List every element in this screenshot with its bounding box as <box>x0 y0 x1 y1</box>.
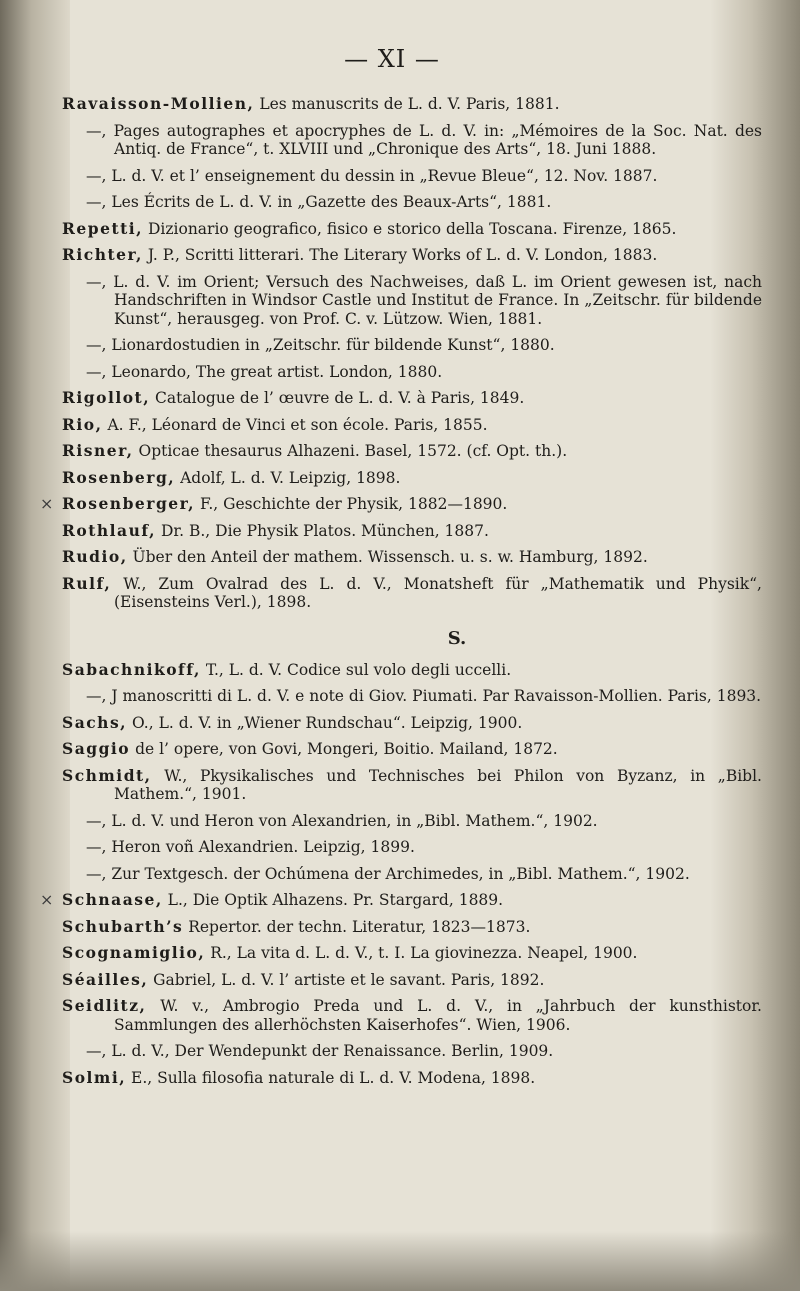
bibliography-entry <box>62 442 762 461</box>
bibliography-entry <box>62 740 762 759</box>
bibliography-entry <box>62 95 762 114</box>
entry-author: Rosenberger, <box>62 494 196 513</box>
entry-text: R., La vita d. L. d. V., t. I. La giovinezza. Neapel, 1900. <box>205 944 638 962</box>
bibliography-entry <box>62 122 762 159</box>
bibliography-list-s <box>40 659 762 1088</box>
entry-text: T., L. d. V. Codice sul volo degli uccelli. <box>200 660 512 679</box>
entry-text: —, Zur Textgesch. der Ochúmena der Archimedes, in „Bibl. Mathem.“, 1902. <box>86 864 690 883</box>
entry-text: W., Zum Ovalrad des L. d. V., Monatsheft für „Mathematik und Physik“, (Eisensteins Verl.), 1898. <box>111 574 762 611</box>
bibliography-entry <box>62 220 762 239</box>
bibliography-entry <box>40 890 762 910</box>
bibliography-entry <box>62 246 762 265</box>
entry-text: —, Heron voñ Alexandrien. Leipzig, 1899. <box>86 838 415 856</box>
entry-author: Scognamiglio, <box>62 943 206 962</box>
entry-text: W., Pkysikalisches und Technisches bei Philon von Byzanz, in „Bibl. Mathem.“, 1901. <box>114 766 762 803</box>
entry-author: Sachs, <box>62 712 128 732</box>
entry-author: Sabachnikoff, <box>62 659 201 679</box>
page-edge-left <box>0 0 70 1291</box>
entry-author: Schnaase, <box>62 890 163 909</box>
bibliography-entry <box>62 865 762 884</box>
entry-author: Rudio, <box>62 547 128 566</box>
bibliography-entry <box>62 167 762 186</box>
entry-text: de l’ opere, von Govi, Mongeri, Boitio. Mailand, 1872. <box>130 740 558 758</box>
entry-text: E., Sulla filosofia naturale di L. d. V. Modena, 1898. <box>126 1068 536 1087</box>
entry-author: Richter, <box>62 245 143 264</box>
entry-author: Seidlitz, <box>62 996 147 1015</box>
bibliography-entry <box>62 714 762 733</box>
bibliography-entry <box>40 494 762 514</box>
entry-author: Ravaisson-Mollien, <box>62 94 255 113</box>
entry-author: Repetti, <box>62 218 144 238</box>
entry-text: Über den Anteil der mathem. Wissensch. u. s. w. Hamburg, 1892. <box>127 548 648 566</box>
entry-text: —, Les Écrits de L. d. V. in „Gazette des Beaux-Arts“, 1881. <box>86 193 552 211</box>
bibliography-entry <box>62 944 762 963</box>
entry-author: Séailles, <box>62 969 149 989</box>
entry-author: Saggio <box>62 739 131 758</box>
bibliography-entry <box>62 687 762 706</box>
entry-text: —, L. d. V. et l’ enseignement du dessin in „Revue Bleue“, 12. Nov. 1887. <box>86 166 658 185</box>
entry-text: W. v., Ambrogio Preda und L. d. V., in „Jahrbuch der kunsthistor. Sammlungen des allerhöchsten Kaiserhofes“. Wien, 1906. <box>114 997 762 1034</box>
bibliography-entry <box>62 997 762 1034</box>
bibliography-entry <box>62 971 762 990</box>
entry-author: Schmidt, <box>62 765 152 785</box>
bibliography-entry <box>62 838 762 857</box>
entry-text: Gabriel, L. d. V. l’ artiste et le savant. Paris, 1892. <box>148 970 545 989</box>
bibliography-entry <box>62 273 762 329</box>
entry-text: —, L. d. V. im Orient; Versuch des Nachweises, daß L. im Orient gewesen ist, nach Handschriften in Windsor Castle und Institut de France. In „Zeitschr. für bildende Kunst“, herausgeg. von Prof. C. v. Lützow. Wien, 1881. <box>86 272 762 328</box>
entry-text: —, J manoscritti di L. d. V. e note di Giov. Piumati. Par Ravaisson-Mollien. Paris, 1893. <box>86 687 762 705</box>
entry-text: Dizionario geografico, fisico e storico della Toscana. Firenze, 1865. <box>143 219 677 238</box>
entry-author: Rio, <box>62 414 103 434</box>
bibliography-entry <box>62 1042 762 1061</box>
margin-mark: × <box>40 494 54 513</box>
bibliography-entry <box>62 522 762 541</box>
bibliography-entry <box>62 812 762 831</box>
entry-text: A. F., Léonard de Vinci et son école. Paris, 1855. <box>102 415 488 434</box>
entry-text: F., Geschichte der Physik, 1882—1890. <box>195 495 508 513</box>
entry-author: Rosenberg, <box>62 467 176 487</box>
page-bottom-shadow <box>0 1231 800 1291</box>
entry-author: Rulf, <box>62 573 112 593</box>
entry-text: Repertor. der techn. Literatur, 1823—1873. <box>183 917 531 936</box>
entry-author: Risner, <box>62 441 134 460</box>
entry-text: —, L. d. V. und Heron von Alexandrien, in „Bibl. Mathem.“, 1902. <box>86 811 598 830</box>
bibliography-entry <box>62 767 762 804</box>
entry-author: Solmi, <box>62 1067 127 1087</box>
bibliography-entry <box>62 1069 762 1088</box>
bibliography-entry <box>62 469 762 488</box>
bibliography-list-r <box>40 94 762 612</box>
bibliography-entry <box>62 363 762 382</box>
entry-text: —, L. d. V., Der Wendepunkt der Renaissance. Berlin, 1909. <box>86 1042 554 1060</box>
margin-mark: × <box>40 890 54 909</box>
entry-text: L., Die Optik Alhazens. Pr. Stargard, 1889. <box>162 891 504 909</box>
bibliography-entry <box>62 548 762 567</box>
bibliography-entry <box>62 336 762 355</box>
entry-text: —, Pages autographes et apocryphes de L. d. V. in: „Mémoires de la Soc. Nat. des Antiq. de France“, t. XLVIII und „Chronique des Arts“, 18. Juni 1888. <box>86 121 762 158</box>
entry-author: Rothlauf, <box>62 520 157 540</box>
entry-text: J. P., Scritti litterari. The Literary Works of L. d. V. London, 1883. <box>142 246 658 264</box>
bibliography-page <box>40 45 762 1095</box>
entry-text: Catalogue de l’ œuvre de L. d. V. à Paris, 1849. <box>150 389 525 407</box>
entry-text: Les manuscrits de L. d. V. Paris, 1881. <box>254 95 560 113</box>
entry-text: Adolf, L. d. V. Leipzig, 1898. <box>175 468 401 487</box>
bibliography-entry <box>62 193 762 212</box>
bibliography-entry <box>62 389 762 408</box>
entry-text: Dr. B., Die Physik Platos. München, 1887. <box>156 521 489 540</box>
section-heading-s: S. <box>447 627 467 649</box>
entry-text: O., L. d. V. in „Wiener Rundschau“. Leipzig, 1900. <box>127 713 523 732</box>
bibliography-entry <box>62 416 762 435</box>
bibliography-entry <box>62 918 762 937</box>
page-number: — XI — <box>344 45 440 73</box>
entry-author: Schubarth’s <box>62 916 184 936</box>
entry-text: —, Leonardo, The great artist. London, 1880. <box>86 362 443 381</box>
entry-text: —, Lionardostudien in „Zeitschr. für bildende Kunst“, 1880. <box>86 336 555 354</box>
bibliography-entry <box>62 575 762 612</box>
entry-text: Opticae thesaurus Alhazeni. Basel, 1572. (cf. Opt. th.). <box>133 442 568 460</box>
bibliography-entry <box>62 661 762 680</box>
entry-author: Rigollot, <box>62 388 151 407</box>
